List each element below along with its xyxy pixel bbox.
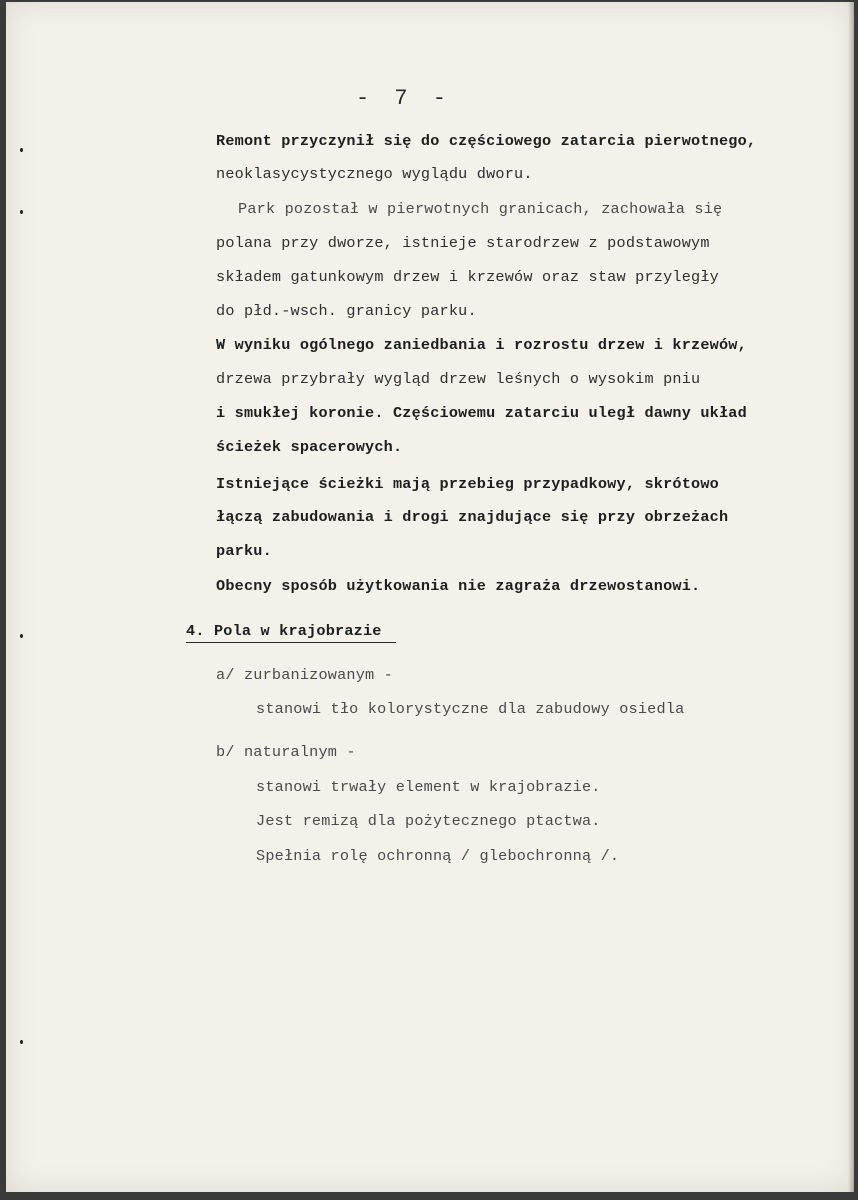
paragraph-5-line-1: Obecny sposób użytkowania nie zagraża drzewostanowi. <box>216 577 701 595</box>
paragraph-3-line-2: drzewa przybrały wygląd drzew leśnych o wysokim pniu <box>216 370 701 388</box>
section-4-item-a-label: a/ zurbanizowanym - <box>216 666 393 684</box>
section-4-item-b-line-3: Spełnia rolę ochronną / glebochronną /. <box>256 847 620 865</box>
paragraph-2-line-2: polana przy dworze, istnieje starodrzew z podstawowym <box>216 234 710 252</box>
paragraph-2-line-1: Park pozostał w pierwotnych granicach, zachowała się <box>238 200 723 218</box>
paragraph-3-line-3: i smukłej koronie. Częściowemu zatarciu uległ dawny układ <box>216 404 747 422</box>
scan-edge-shadow <box>848 2 854 1192</box>
paragraph-2-line-4: do płd.-wsch. granicy parku. <box>216 302 477 320</box>
punch-hole-mark <box>20 1040 23 1044</box>
section-4-item-b-label: b/ naturalnym - <box>216 743 356 761</box>
punch-hole-mark <box>20 148 23 152</box>
section-4-heading: 4. Pola w krajobrazie <box>186 622 396 643</box>
punch-hole-mark <box>20 210 23 214</box>
paragraph-2-line-3: składem gatunkowym drzew i krzewów oraz staw przyległy <box>216 268 719 286</box>
section-4-item-b-line-2: Jest remizą dla pożytecznego ptactwa. <box>256 812 601 830</box>
paragraph-1-line-2: neoklasycystycznego wyglądu dworu. <box>216 165 533 183</box>
punch-hole-mark <box>20 634 23 638</box>
paragraph-3-line-1: W wyniku ogólnego zaniedbania i rozrostu drzew i krzewów, <box>216 336 747 354</box>
paragraph-3-line-4: ścieżek spacerowych. <box>216 438 403 456</box>
paragraph-4-line-2: łączą zabudowania i drogi znajdujące się przy obrzeżach <box>216 508 729 526</box>
paragraph-4-line-3: parku. <box>216 542 272 560</box>
section-4-heading-wrap <box>186 622 396 640</box>
paragraph-1-line-1: Remont przyczynił się do częściowego zatarcia pierwotnego, <box>216 132 757 150</box>
section-4-item-b-line-1: stanowi trwały element w krajobrazie. <box>256 778 601 796</box>
paragraph-4-line-1: Istniejące ścieżki mają przebieg przypadkowy, skrótowo <box>216 475 719 493</box>
section-4-item-a-line-1: stanowi tło kolorystyczne dla zabudowy osiedla <box>256 700 685 718</box>
page-number: - 7 - <box>356 86 453 111</box>
document-page <box>6 2 854 1192</box>
